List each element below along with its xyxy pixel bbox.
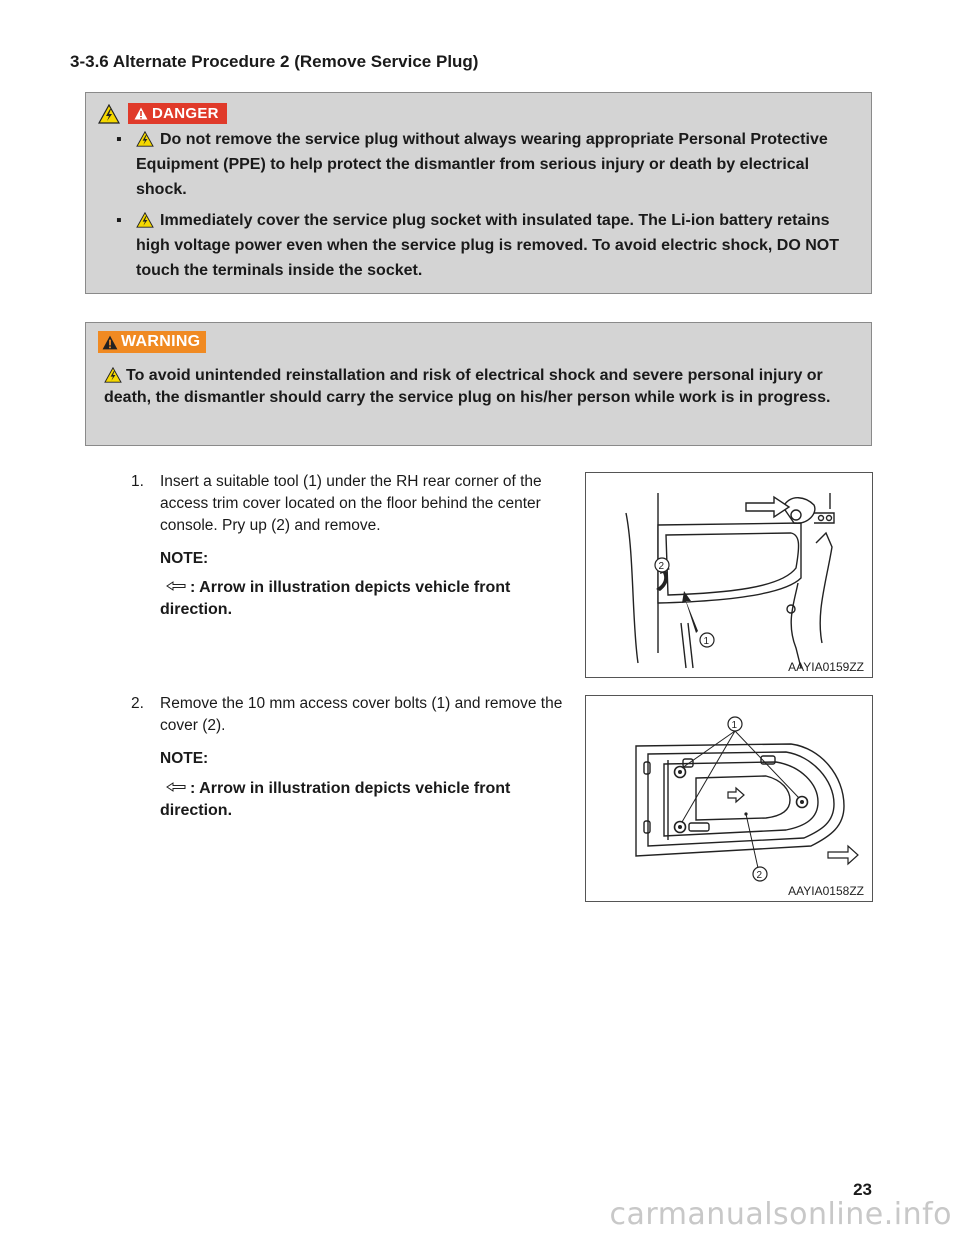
access-cover-illustration bbox=[586, 696, 872, 901]
warning-message-text: To avoid unintended reinstallation and risk of electrical shock and severe personal injury or death, the dismantler should carry the service plug on his/her person while work is in progress. bbox=[104, 367, 831, 406]
step-text: Remove the 10 mm access cover bolts (1) and remove the cover (2). bbox=[160, 695, 563, 734]
note-label: NOTE: bbox=[160, 550, 209, 567]
step-number: 1. bbox=[131, 473, 144, 490]
danger-label-text: DANGER bbox=[152, 105, 219, 122]
danger-label bbox=[128, 103, 227, 124]
step-1 bbox=[132, 471, 572, 537]
danger-box bbox=[85, 92, 872, 294]
warning-box bbox=[85, 322, 872, 446]
figure-2 bbox=[585, 695, 873, 902]
callout-1: 1 bbox=[731, 720, 738, 731]
figure-code: AAYIA0159ZZ bbox=[788, 660, 864, 674]
callout-1: 1 bbox=[703, 636, 710, 647]
bullet-marker: ▪ bbox=[116, 212, 122, 229]
note-text-content: : Arrow in illustration depicts vehicle front direction. bbox=[160, 579, 511, 618]
danger-bullet-text: Immediately cover the service plug socket with insulated tape. The Li-ion battery retains high voltage power even when the service plug is removed. To avoid electric shock, DO NOT touch the terminals inside the socket. bbox=[136, 212, 839, 279]
note-text bbox=[160, 778, 580, 822]
danger-bullet bbox=[116, 127, 861, 202]
warning-triangle-icon bbox=[134, 107, 148, 120]
high-voltage-icon bbox=[136, 131, 154, 147]
warning-label-text: WARNING bbox=[121, 333, 201, 350]
danger-bullet-text: Do not remove the service plug without always wearing appropriate Personal Protective Equipment (PPE) to help protect the dismantler from serious injury or death by electrical shock. bbox=[136, 131, 828, 198]
figure-1 bbox=[585, 472, 873, 678]
section-title: 3-3.6 Alternate Procedure 2 (Remove Service Plug) bbox=[70, 52, 479, 71]
front-arrow-icon bbox=[166, 782, 186, 792]
danger-bullet-list bbox=[116, 127, 861, 289]
page-number: 23 bbox=[853, 1180, 872, 1199]
danger-header bbox=[98, 103, 227, 124]
note-label: NOTE: bbox=[160, 750, 209, 767]
bullet-marker: ▪ bbox=[116, 131, 122, 148]
danger-bullet bbox=[116, 208, 861, 283]
callout-2: 2 bbox=[756, 870, 763, 881]
step-text: Insert a suitable tool (1) under the RH rear corner of the access trim cover located on the floor behind the center console. Pry up (2) and remove. bbox=[160, 473, 542, 534]
high-voltage-icon bbox=[104, 367, 122, 383]
step-number: 2. bbox=[131, 695, 144, 712]
note-text-content: : Arrow in illustration depicts vehicle front direction. bbox=[160, 780, 511, 819]
warning-message bbox=[104, 365, 864, 409]
step-2 bbox=[132, 693, 572, 737]
callout-2: 2 bbox=[658, 561, 665, 572]
front-arrow-icon bbox=[166, 581, 186, 591]
figure-code: AAYIA0158ZZ bbox=[788, 884, 864, 898]
warning-triangle-icon bbox=[102, 335, 118, 350]
warning-label bbox=[98, 331, 206, 353]
note-text bbox=[160, 577, 580, 621]
high-voltage-icon bbox=[136, 212, 154, 228]
watermark[interactable]: carmanualsonline.info bbox=[609, 1197, 952, 1232]
trim-cover-illustration bbox=[586, 473, 872, 677]
high-voltage-icon bbox=[98, 104, 120, 124]
